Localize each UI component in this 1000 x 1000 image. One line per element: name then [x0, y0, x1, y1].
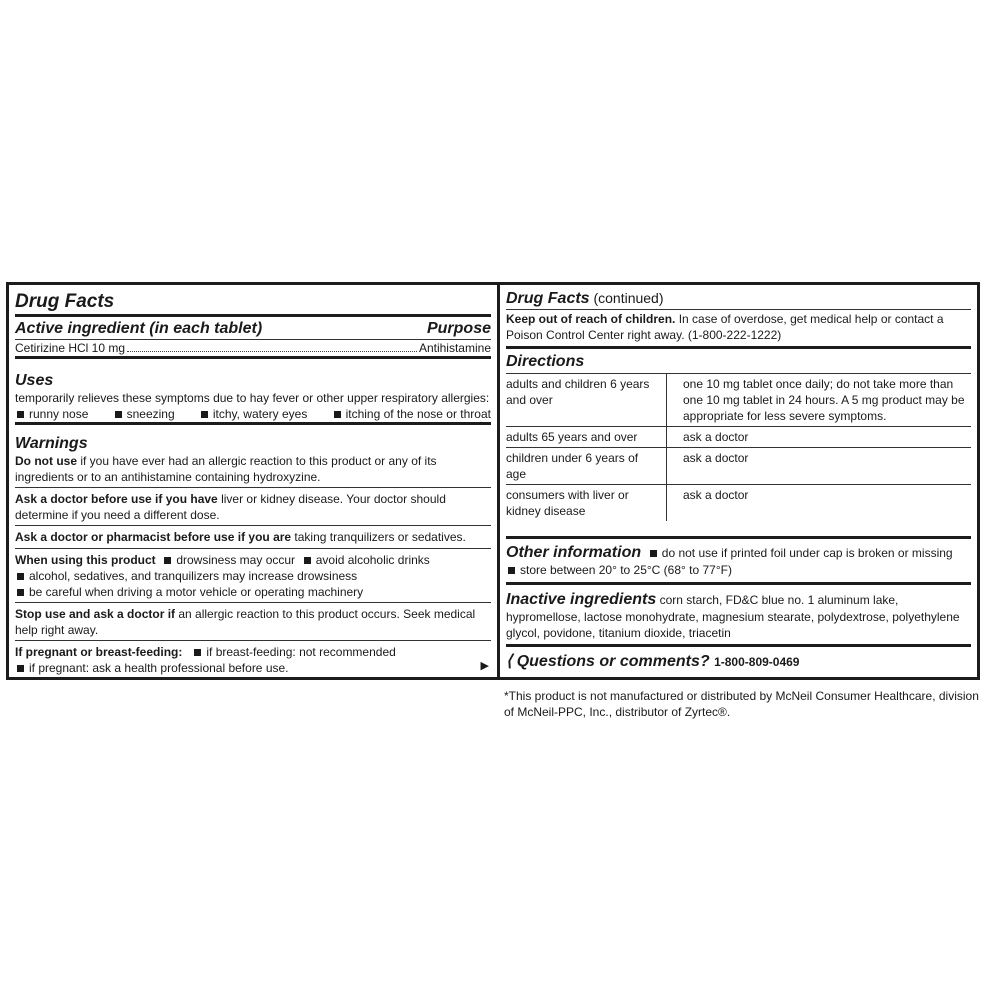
directions-heading: Directions: [506, 352, 971, 374]
other-information-line: [506, 543, 971, 562]
ingredient-purpose: Antihistamine: [418, 341, 491, 355]
continued-section: [506, 289, 971, 349]
inactive-ingredients-section: [506, 585, 971, 647]
title-section: [15, 289, 491, 317]
list-item: do not use if printed foil under cap is broken or missing: [661, 546, 953, 560]
table-row: [506, 374, 971, 427]
list-item: sneezing: [113, 406, 175, 422]
table-cell: ask a doctor: [667, 427, 972, 448]
other-information-section: [506, 539, 971, 585]
continued-label: (continued): [589, 290, 664, 306]
ask-pharmacist: Ask a doctor or pharmacist before use if you are taking tranquilizers or sedatives.: [15, 526, 491, 549]
uses-section: [15, 367, 491, 425]
inactive-ingredients: Inactive ingredients corn starch, FD&C blue no. 1 aluminum lake, hypromellose, lactose monohydrate, magnesium stearate, polydextrose, polyethylene glycol, povidone, titanium dioxide, triacetin: [506, 591, 960, 640]
table-row: [506, 427, 971, 448]
questions-heading: Questions or comments?: [516, 653, 710, 670]
list-item: runny nose: [15, 406, 88, 422]
left-panel: [9, 285, 497, 677]
table-cell: consumers with liver or kidney disease: [506, 485, 667, 522]
questions-section: [506, 647, 971, 677]
table-row: [506, 485, 971, 522]
ingredient-name: Cetirizine HCl 10 mg: [15, 341, 126, 355]
leader-dots: [127, 351, 417, 352]
footnote: *This product is not manufactured or distributed by McNeil Consumer Healthcare, division of McNeil-PPC, Inc., distributor of Zyrtec®.: [504, 689, 979, 719]
uses-heading: Uses: [15, 372, 54, 389]
table-cell: children under 6 years of age: [506, 448, 667, 485]
warnings-heading: Warnings: [15, 435, 88, 452]
when-using: When using this product drowsiness may occur avoid alcoholic drinks alcohol, sedatives, and tranquilizers may increase drowsiness be careful when driving a motor vehicle or operating machinery: [15, 549, 491, 603]
table-cell: one 10 mg tablet once daily; do not take more than one 10 mg tablet in 24 hours. A 5 mg product may be appropriate for less severe symptoms.: [667, 374, 972, 427]
ask-doctor: Ask a doctor before use if you have liver or kidney disease. Your doctor should determine if you need a different dose.: [15, 488, 491, 526]
keep-out-of-reach: Keep out of reach of children. In case of overdose, get medical help or contact a Poison Control Center right away. (1-800-222-1222): [506, 312, 944, 342]
uses-text: temporarily relieves these symptoms due to hay fever or other upper respiratory allergies:: [15, 391, 490, 405]
table-cell: adults and children 6 years and over: [506, 374, 667, 427]
do-not-use: Do not use if you have ever had an allergic reaction to this product or any of its ingredients or to an antihistamine containing hydroxyzine.: [15, 453, 491, 488]
other-information-heading: Other information: [506, 544, 642, 561]
active-ingredient-heading: Active ingredient (in each tablet): [15, 320, 263, 337]
table-cell: ask a doctor: [683, 488, 749, 502]
warnings-section: [15, 433, 491, 681]
right-panel: [497, 285, 977, 677]
phone-icon: ⟨: [506, 653, 513, 670]
purpose-heading: Purpose: [426, 320, 491, 337]
stop-use: Stop use and ask a doctor if an allergic reaction to this product occurs. Seek medical help right away.: [15, 603, 491, 641]
list-item: store between 20° to 25°C (68° to 77°F): [506, 562, 971, 578]
table-cell: adults 65 years and over: [506, 427, 667, 448]
directions-table: [506, 374, 971, 521]
continue-arrow-icon: ▶: [480, 660, 489, 672]
inactive-ingredients-heading: Inactive ingredients: [506, 591, 657, 608]
drug-facts-label: [6, 282, 980, 680]
questions-phone: 1-800-809-0469: [714, 655, 800, 669]
list-item: itchy, watery eyes: [199, 406, 307, 422]
pregnancy: If pregnant or breast-feeding: if breast-feeding: not recommended if pregnant: ask a health professional before use. ▶: [15, 645, 489, 675]
uses-list: [15, 406, 491, 422]
list-item: itching of the nose or throat: [332, 406, 491, 422]
table-cell: ask a doctor: [667, 448, 972, 485]
directions-section: [506, 349, 971, 539]
page-title: Drug Facts: [15, 291, 115, 312]
table-row: [506, 448, 971, 485]
active-ingredient-section: [15, 317, 491, 359]
continued-title: Drug Facts: [506, 290, 590, 307]
